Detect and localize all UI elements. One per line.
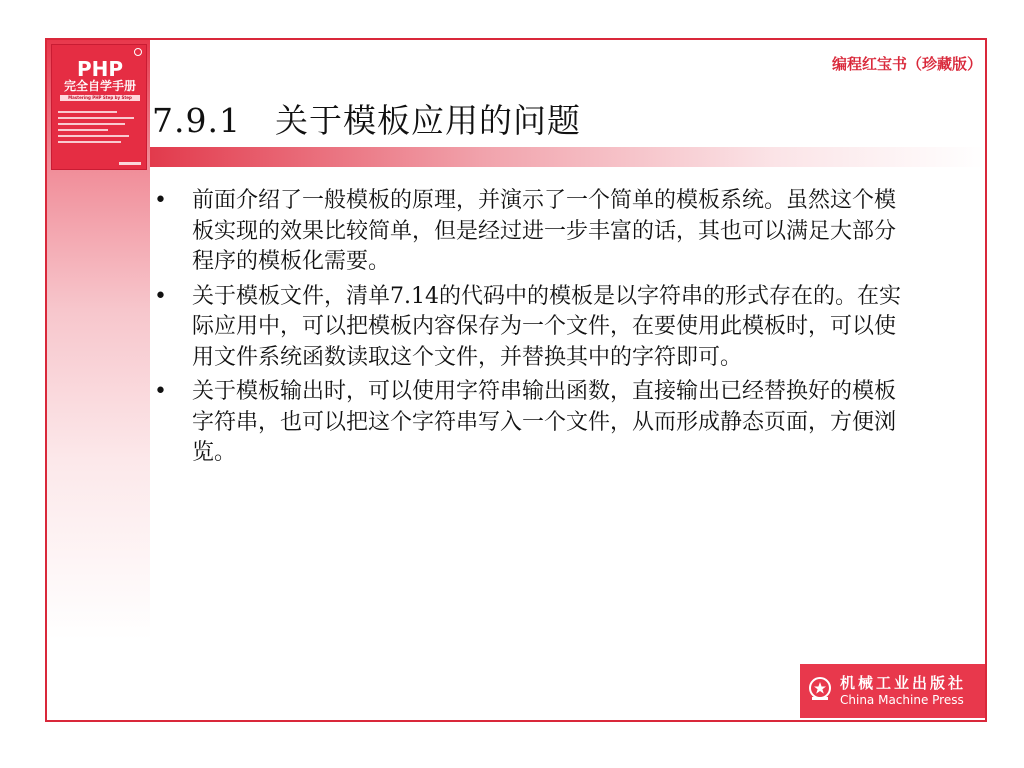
book-cover-image	[51, 44, 147, 170]
bullet-text: 前面介绍了一般模板的原理，并演示了一个简单的模板系统。虽然这个模板实现的效果比较简单，但是经过进一步丰富的话，其也可以满足大部分程序的模板化需要。	[192, 188, 897, 274]
bullet-item	[152, 377, 910, 469]
book-cover-text-lines	[58, 111, 142, 147]
series-label: 编程红宝书（珍藏版）	[831, 55, 982, 73]
bullet-item	[152, 186, 910, 278]
bullet-list	[152, 186, 912, 473]
book-logo-icon	[134, 48, 142, 56]
bullet-text: 关于模板文件，清单7.14的代码中的模板是以字符串的形式存在的。在实际应用中，可以把模板内容保存为一个文件，在要使用此模板时，可以使用文件系统函数读取这个文件，并替换其中的字符即可。	[192, 283, 901, 370]
book-cover-publisher-mark	[119, 162, 141, 165]
bullet-item	[152, 282, 910, 374]
book-cover-php: PHP	[76, 57, 124, 81]
book-cover-title: 完全自学手册	[63, 79, 136, 93]
bullet-text: 关于模板输出时，可以使用字符串输出函数，直接输出已经替换好的模板字符串，也可以把这个字符串写入一个文件，从而形成静态页面，方便浏览。	[192, 379, 897, 465]
bullet-dot-icon: •	[154, 283, 167, 309]
slide-title: 7.9.1 关于模板应用的问题	[152, 101, 581, 140]
publisher-name-cn: 机械工业出版社	[840, 674, 967, 692]
publisher-name-en: China Machine Press	[840, 693, 964, 707]
publisher-logo	[800, 664, 985, 718]
book-cover-subtitle: Mastering PHP Step by Step	[68, 95, 132, 100]
bullet-dot-icon: •	[154, 188, 167, 213]
bullet-dot-icon: •	[154, 379, 167, 404]
publisher-emblem-icon	[807, 676, 833, 702]
title-underline-bar	[150, 147, 985, 167]
